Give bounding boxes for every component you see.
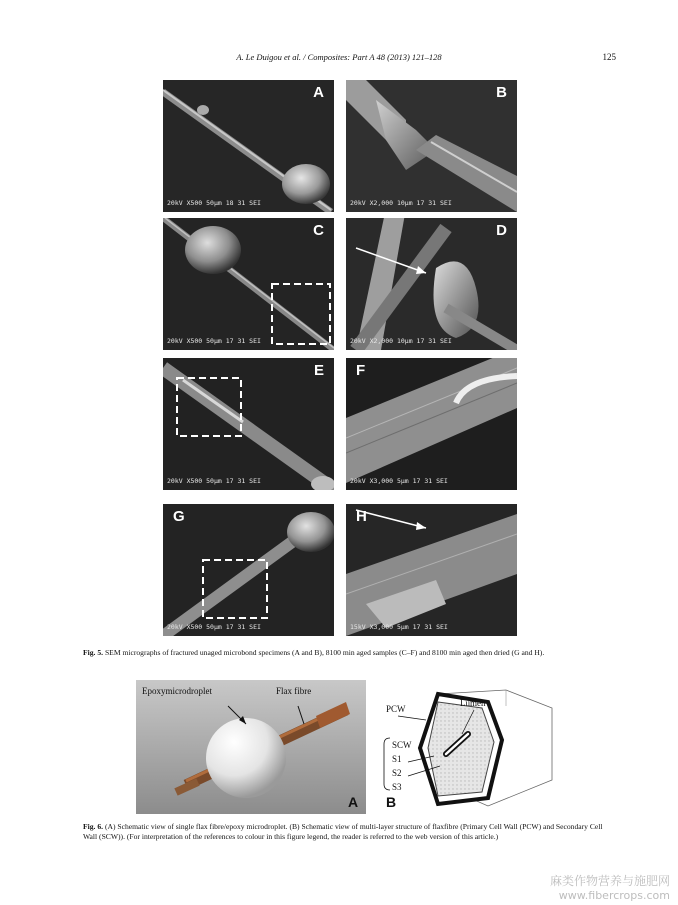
sem-panel-a xyxy=(163,80,334,212)
watermark-chinese: 麻类作物营养与施肥网 xyxy=(549,874,670,888)
label-pcw: PCW xyxy=(386,704,406,714)
figure-6b-schematic xyxy=(376,680,556,814)
sem-image-d xyxy=(346,218,517,350)
scale-readout-e: 20kV X500 50μm 17 31 SEI xyxy=(167,477,261,485)
label-s3: S3 xyxy=(392,782,402,792)
figure-5-caption xyxy=(83,648,613,658)
sem-image-c xyxy=(163,218,334,350)
panel-label-b: B xyxy=(496,84,507,101)
label-s1: S1 xyxy=(392,754,402,764)
scale-readout-c: 20kV X500 50μm 17 31 SEI xyxy=(167,337,261,345)
scale-readout-h: 15kV X3,000 5μm 17 31 SEI xyxy=(350,623,448,631)
figure-6-caption-text: (A) Schematic view of single flax fibre/epoxy microdroplet. (B) Schematic view of multi-layer structure of flaxfibre (Primary Cell Wall (PCW) and Secondary Cell Wall (SCW)). (For interpretation of the references to colour in this figure legend, the reader is referred to the web version of this article.) xyxy=(83,822,603,841)
panel-label-f: F xyxy=(356,362,366,379)
figure-5-caption-label: Fig. 5. xyxy=(83,648,104,657)
sem-image-a xyxy=(163,80,334,212)
running-header xyxy=(0,52,678,66)
site-watermark xyxy=(530,872,670,902)
sem-image-b xyxy=(346,80,517,212)
scale-readout-g: 20kV X500 50μm 17 31 SEI xyxy=(167,623,261,631)
sem-image-f xyxy=(346,358,517,490)
sem-image-h xyxy=(346,504,517,636)
label-scw: SCW xyxy=(392,740,412,750)
label-lumen: Lumen xyxy=(460,698,486,708)
page-number: 125 xyxy=(602,52,616,62)
sem-panel-f xyxy=(346,358,517,490)
panel-label-d: D xyxy=(496,222,507,239)
figure-6-caption-label: Fig. 6. xyxy=(83,822,104,831)
label-epoxy-microdroplet: Epoxymicrodroplet xyxy=(142,686,212,696)
panel-label-6a: A xyxy=(348,794,359,810)
scale-readout-f: 20kV X3,000 5μm 17 31 SEI xyxy=(350,477,448,485)
figure-6a-schematic xyxy=(136,680,366,814)
sem-panel-g xyxy=(163,504,334,636)
figure-6-caption xyxy=(83,822,613,842)
sem-panel-b xyxy=(346,80,517,212)
panel-label-c: C xyxy=(313,222,324,239)
scale-readout-a: 20kV X500 50μm 18 31 SEI xyxy=(167,199,261,207)
panel-label-e: E xyxy=(313,362,324,379)
scale-readout-b: 20kV X2,000 10μm 17 31 SEI xyxy=(350,199,452,207)
label-s2: S2 xyxy=(392,768,402,778)
panel-label-g: G xyxy=(173,508,185,525)
sem-image-e xyxy=(163,358,334,490)
sem-panel-h xyxy=(346,504,517,636)
scale-readout-d: 20kV X2,000 10μm 17 31 SEI xyxy=(350,337,452,345)
sem-panel-c xyxy=(163,218,334,350)
droplet-fibre-drawing xyxy=(136,680,366,814)
sem-image-g xyxy=(163,504,334,636)
panel-label-h: H xyxy=(356,508,367,525)
panel-label-a: A xyxy=(313,84,324,101)
label-flax-fibre: Flax fibre xyxy=(276,686,312,696)
panel-label-6b: B xyxy=(386,794,397,810)
sem-panel-e xyxy=(163,358,334,490)
figure-5-caption-text: SEM micrographs of fractured unaged microbond specimens (A and B), 8100 min aged samples (C–F) and 8100 min aged then dried (G and H). xyxy=(104,648,545,657)
watermark-url: www.fibercrops.com xyxy=(558,889,670,902)
sem-panel-d xyxy=(346,218,517,350)
running-title: A. Le Duigou et al. / Composites: Part A 48 (2013) 121–128 xyxy=(236,52,442,62)
